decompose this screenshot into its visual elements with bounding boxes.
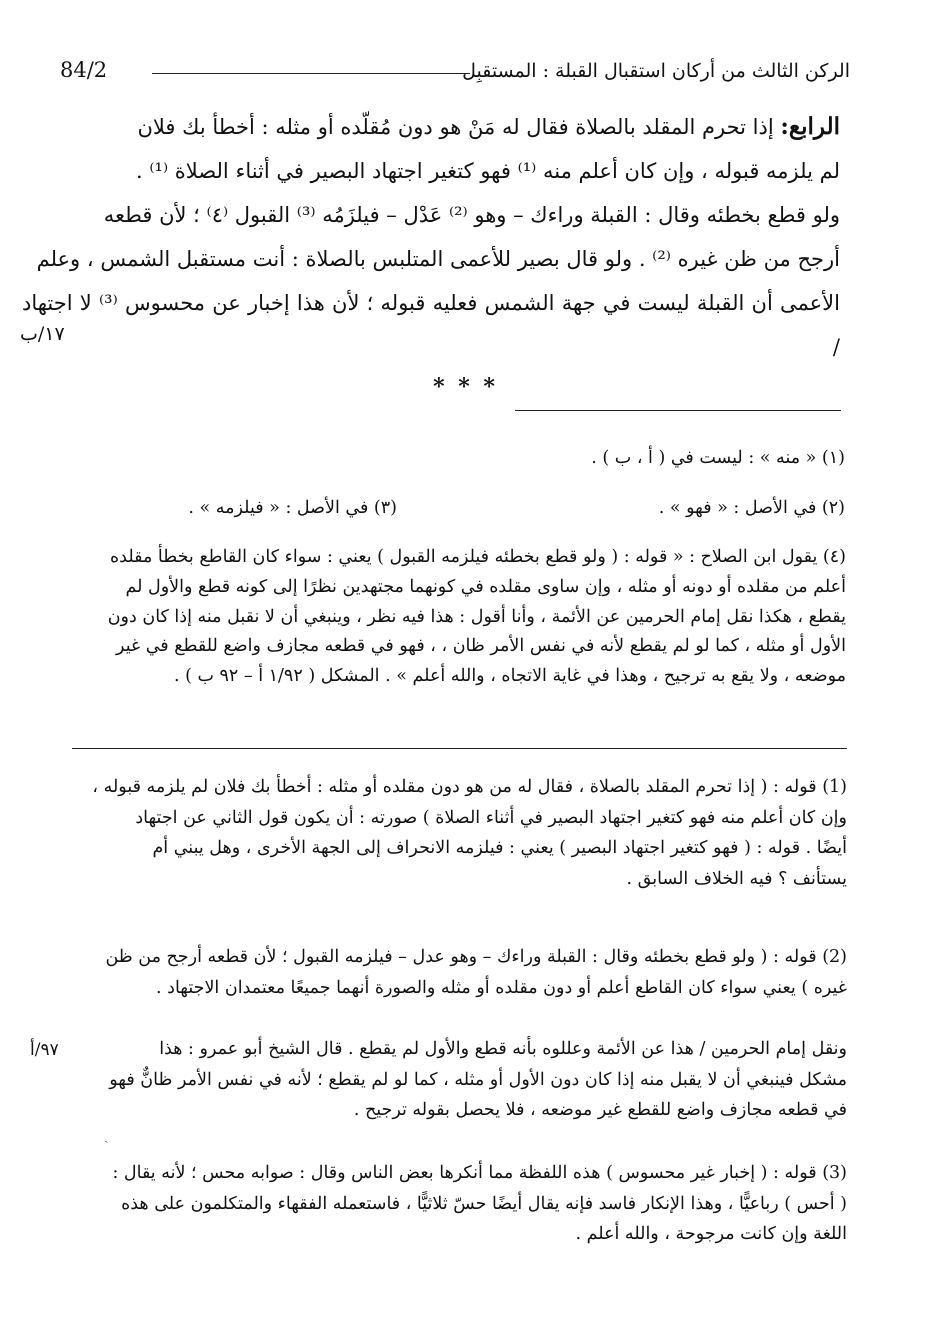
commentary-line: (2) قوله : ( ولو قطع بخطئه وقال : القبلة وراءك – وهو عدل – فيلزمه القبول ؛ لأن قطعه أرجح من ظن bbox=[105, 947, 847, 967]
ink-mark: ˎ bbox=[104, 1128, 109, 1144]
commentary-line: (1) قوله : ( إذا تحرم المقلد بالصلاة ، فقال له من هو دون مقلده أو مثله : أخطأ بك فلان لم يلزمه قبوله ، bbox=[92, 777, 847, 797]
footnote-4-line: موضعه ، ولا يقع به ترجيح ، وهذا في غاية الاتجاه ، والله أعلم » . المشكل ( ١/٩٢ أ – ٩٢ ب ) . bbox=[173, 666, 846, 687]
commentary-line: في قطعه مجازف واضع للقطع غير موضعه ، فلا يحصل بقوله ترجيح . bbox=[353, 1100, 847, 1120]
page-number: 84/2 bbox=[60, 58, 108, 82]
page-header bbox=[60, 58, 850, 90]
main-line-2: لم يلزمه قبوله ، وإن كان أعلم منه ⁽¹⁾ فهو كتغير اجتهاد البصير في أثناء الصلاة ⁽¹⁾ . bbox=[136, 159, 840, 183]
commentary-line: ( أحس ) رباعيًّا ، وهذا الإنكار فاسد فإنه يقال أيضًا حسّ ثلاثيًّا ، فاستعمله الفقهاء والمتكلمون على هذه bbox=[121, 1193, 847, 1214]
commentary-line: يستأنف ؟ فيه الخلاف السابق . bbox=[626, 868, 847, 889]
main-text bbox=[22, 105, 840, 369]
manuscript-folio-ref-2: ٩٧/أ bbox=[30, 1040, 59, 1060]
section-lead: الرابع: bbox=[780, 113, 840, 140]
commentary-1 bbox=[60, 772, 847, 894]
footnote-3: (٣) في الأصل : « فيلزمه » . bbox=[188, 498, 397, 518]
main-line-3: ولو قطع بخطئه وقال : القبلة وراءك – وهو ⁽²⁾ عَدْل – فيلزَمُه ⁽³⁾ القبول ⁽٤⁾ ؛ لأن قطعه bbox=[103, 203, 840, 227]
main-line-1: الرابع: إذا تحرم المقلد بالصلاة فقال له مَنْ هو دون مُقلّده أو مثله : أخطأ بك فلان bbox=[137, 113, 840, 140]
section-separator: * * * bbox=[433, 374, 498, 400]
footnote-4 bbox=[66, 543, 846, 692]
footnote-4-line: (٤) يقول ابن الصلاح : « قوله : ( ولو قطع بخطئه فيلزمه القبول ) يعني : سواء كان القاطع بخطأ مقلده bbox=[109, 547, 846, 567]
commentary-line: وإن كان أعلم منه فهو كتغير اجتهاد البصير في أثناء الصلاة ) صورته : أن يكون قول الثاني عن اجتهاد bbox=[135, 807, 847, 828]
commentary-line: أيضًا . قوله : ( فهو كتغير اجتهاد البصير ) يعني : فيلزمه الانحراف إلى الجهة الأخرى ، وهل يبني أم bbox=[152, 838, 847, 858]
commentary-line: اللغة وإن كانت مرجوحة ، والله أعلم . bbox=[575, 1224, 847, 1244]
footnote-rule bbox=[515, 410, 841, 411]
footnote-2: (٢) في الأصل : « فهو » . bbox=[658, 498, 845, 518]
running-title: الركن الثالث من أركان استقبال القبلة : المستقبِل bbox=[462, 60, 850, 82]
commentary-line: ونقل إمام الحرمين / هذا عن الأئمة وعللوه بأنه قطع والأول لم يقطع . قال الشيخ أبو عمرو : هذا bbox=[159, 1039, 847, 1059]
manuscript-folio-ref: ١٧/ب bbox=[20, 323, 65, 345]
footnote-4-line: أعلم من مقلده أو دونه أو مثله ، وإن ساوى مقلده في كونهما مجتهدين نظرًا إلى كونه قطع والأول لم bbox=[125, 576, 846, 597]
main-line-5: الأعمى أن القبلة ليست في جهة الشمس فعليه قبوله ؛ لأن هذا إخبار عن محسوس ⁽³⁾ لا اجتهاد / bbox=[22, 291, 840, 359]
commentary-line: غيره ) يعني سواء كان القاطع أعلم أو دون مقلده أو مثله والصورة أنهما جميعًا معتمدان الاجتهاد . bbox=[156, 977, 847, 998]
footnote-4-line: يقطع ، هكذا نقل إمام الحرمين عن الأئمة ، وأنا أقول : هذا فيه نظر ، وينبغي أن لا نقبل منه إذا كان دون bbox=[107, 606, 846, 627]
footnote-1: (١) « منه » : ليست في ( أ ، ب ) . bbox=[591, 448, 845, 468]
commentary-rule bbox=[72, 748, 847, 749]
commentary-line: مشكل فينبغي أن لا يقبل منه إذا كان دون الأول أو مثله ، كما لو لم يقطع ؛ لأنه في نفس الأمر ظانٌّ فهو bbox=[109, 1069, 847, 1090]
footnote-row bbox=[60, 493, 845, 527]
header-rule bbox=[152, 73, 470, 74]
commentary-4 bbox=[60, 1158, 847, 1250]
commentary-line: (3) قوله : ( إخبار غير محسوس ) هذه اللفظة مما أنكرها بعض الناس وقال : صوابه محس ؛ لأنه يقال : bbox=[112, 1163, 847, 1183]
main-line-4: أرجح من ظن غيره ⁽²⁾ . ولو قال بصير للأعمى المتلبس بالصلاة : أنت مستقبل الشمس ، وعلم bbox=[36, 247, 840, 271]
commentary-2 bbox=[60, 942, 847, 1003]
footnote-4-line: الأول أو مثله ، كما لو لم يقطع لأنه في نفس الأمر ظان ، ، فهو في قطعه مجازف واضع للقطع في غير bbox=[116, 636, 846, 657]
commentary-3 bbox=[60, 1034, 847, 1126]
